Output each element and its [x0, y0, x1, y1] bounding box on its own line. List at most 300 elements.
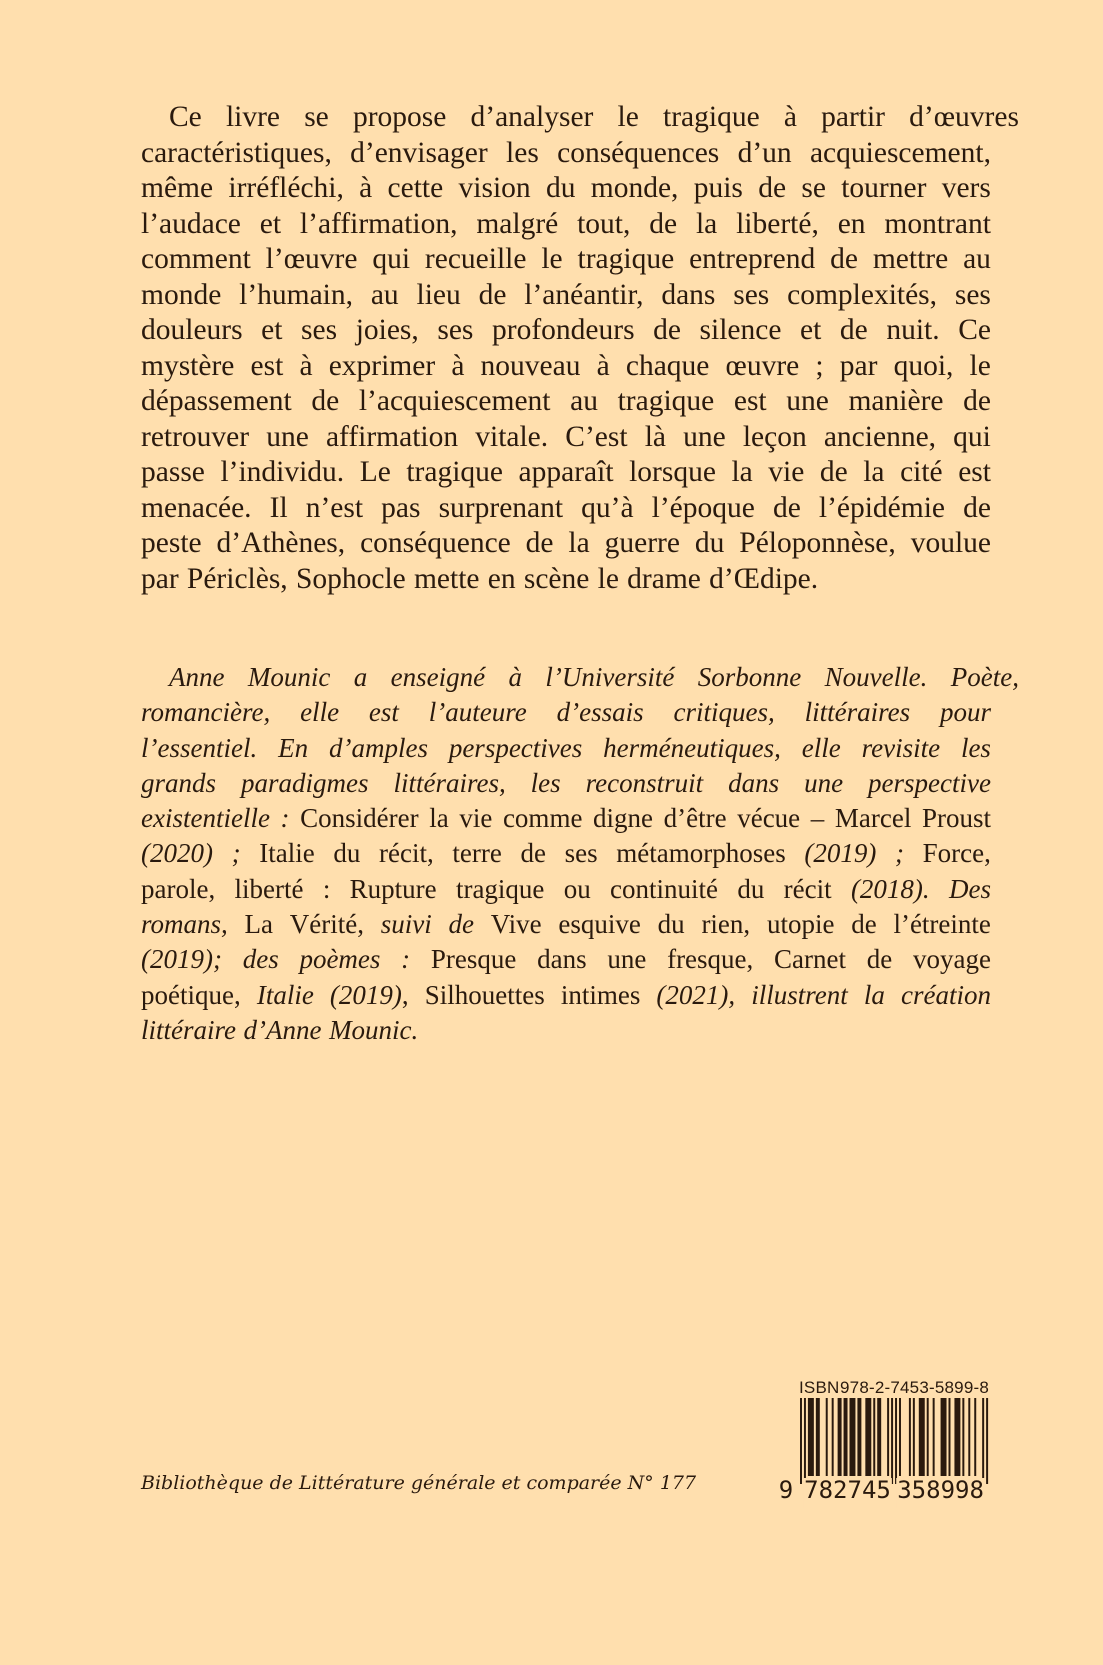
word: est	[733, 385, 767, 417]
word: quoi,	[893, 349, 954, 382]
word: terre	[452, 838, 502, 869]
word: liberté	[234, 873, 304, 904]
word: mette	[413, 562, 480, 595]
word: liberté,	[736, 207, 819, 240]
word: (2019)	[804, 838, 877, 869]
word: poèmes	[299, 944, 381, 975]
text-line	[141, 136, 991, 172]
word: l’époque	[651, 491, 755, 524]
text-line	[141, 491, 991, 527]
word: en	[837, 207, 866, 240]
word: Rupture	[349, 873, 437, 904]
word: ses	[733, 278, 770, 311]
word: joies,	[355, 314, 419, 346]
barcode-bar	[962, 1398, 964, 1476]
word: une	[786, 385, 829, 417]
word: même	[141, 172, 214, 204]
word: revisite	[861, 732, 941, 763]
word: là	[644, 420, 666, 453]
word: apparaît	[518, 456, 614, 488]
barcode-bar	[844, 1398, 848, 1476]
author-bio	[141, 660, 1019, 1048]
barcode-bar	[954, 1398, 960, 1476]
word: recueille	[424, 243, 527, 275]
word: conséquence	[360, 527, 511, 559]
word: dans	[661, 278, 716, 311]
word: comment	[141, 243, 251, 275]
word: complexités,	[787, 278, 938, 311]
word: Il	[269, 491, 288, 524]
barcode-bar	[927, 1398, 929, 1476]
word: perspectives	[448, 732, 583, 763]
word: le	[617, 101, 639, 133]
text-line	[141, 171, 991, 207]
word: les	[506, 136, 539, 169]
word: Mounic.	[329, 1014, 419, 1045]
barcode	[760, 1398, 1000, 1508]
isbn-label	[799, 1378, 989, 1398]
word: l’œuvre	[265, 243, 358, 275]
word: du	[694, 527, 725, 559]
word: leçon	[742, 420, 807, 453]
word: des	[242, 944, 279, 975]
word: manière	[848, 385, 944, 417]
word: comme	[502, 803, 583, 834]
word: de	[772, 491, 801, 524]
word: Considérer	[300, 803, 419, 834]
text-line	[141, 766, 991, 801]
word: et	[259, 207, 282, 240]
word: de	[963, 385, 991, 417]
barcode-guard-bar	[982, 1398, 984, 1484]
word: ancienne,	[823, 420, 937, 453]
word: vie	[459, 803, 493, 834]
word: –	[810, 803, 825, 834]
word: enseigné	[390, 662, 486, 692]
word: d’œuvres	[909, 101, 1019, 133]
word: Carnet	[774, 944, 847, 975]
word: elle	[300, 697, 340, 728]
word: puis	[693, 172, 743, 204]
word: et	[261, 314, 283, 346]
word: la	[568, 527, 590, 559]
word: ;	[894, 838, 904, 869]
word: rien,	[701, 909, 751, 940]
word: lorsque	[629, 456, 716, 488]
word: Poète,	[950, 662, 1019, 692]
ean13-barcode	[760, 1398, 1000, 1508]
word: tragique	[663, 101, 760, 133]
word: l’audace	[141, 207, 241, 240]
word: lieu	[416, 278, 461, 311]
word: dépassement	[141, 385, 292, 417]
barcode-left-digits: 782745	[804, 1476, 891, 1504]
word: qu’à	[581, 491, 634, 524]
book-blurb	[141, 100, 1019, 597]
word: perspective	[868, 767, 991, 798]
word: poétique,	[141, 979, 241, 1010]
word: de	[839, 314, 868, 346]
word: d’amples	[328, 732, 428, 763]
word: les	[960, 732, 991, 763]
word: mystère	[141, 349, 235, 382]
word: ;	[231, 838, 241, 869]
word: de	[311, 385, 340, 417]
text-line	[141, 942, 991, 977]
word: voulue	[910, 527, 991, 559]
text-line	[141, 660, 1019, 695]
word: voyage	[912, 944, 991, 975]
word: dans	[728, 767, 780, 798]
word: guerre	[604, 527, 680, 559]
word: continuité	[610, 873, 719, 904]
word: est	[958, 456, 991, 488]
word: (2019);	[141, 944, 222, 975]
word: et	[800, 314, 822, 346]
word: tragique	[455, 873, 545, 904]
word: esquive	[558, 909, 641, 940]
word: d’être	[663, 803, 727, 834]
text-line	[141, 731, 991, 766]
word: vie	[768, 456, 805, 488]
word: d’Œdipe.	[709, 562, 819, 595]
word: ses	[437, 314, 474, 346]
text-line	[141, 562, 991, 598]
word: pas	[381, 491, 421, 524]
word: Marcel	[834, 803, 912, 834]
word: la	[695, 207, 718, 240]
word: menacée.	[141, 491, 252, 524]
word: l’essentiel.	[141, 732, 258, 763]
word: montrant	[884, 207, 991, 240]
word: Sorbonne	[697, 662, 802, 692]
word: tout,	[577, 207, 631, 240]
word: d’analyser	[470, 101, 594, 133]
barcode-bar	[850, 1398, 856, 1476]
word: une	[683, 420, 726, 453]
barcode-bar	[877, 1398, 881, 1476]
word: propose	[352, 101, 447, 133]
barcode-bar	[968, 1398, 970, 1476]
word: Vérité,	[289, 909, 364, 940]
word: En	[278, 732, 309, 763]
word: de	[649, 207, 678, 240]
word: caractéristiques,	[141, 136, 332, 169]
word: scène	[523, 562, 590, 595]
word: métamorphoses	[616, 838, 786, 869]
word: une	[804, 767, 844, 798]
barcode-bar	[941, 1398, 947, 1476]
word: se	[304, 101, 329, 133]
barcode-guard-bar	[800, 1398, 802, 1484]
word: au	[370, 278, 399, 311]
isbn-prefix: ISBN	[799, 1378, 840, 1397]
word: paradigmes	[240, 767, 369, 798]
word: vécue	[737, 803, 801, 834]
word: l’anéantir,	[524, 278, 644, 311]
word: n’est	[305, 491, 364, 524]
word: littéraires,	[393, 767, 506, 798]
word: en	[487, 562, 516, 595]
barcode-bar	[838, 1398, 842, 1476]
word: la	[429, 803, 449, 834]
word: l’individu.	[220, 456, 345, 488]
word: la	[863, 979, 885, 1010]
word: à	[596, 349, 610, 382]
word: existentielle	[141, 803, 270, 834]
word: (2021),	[656, 979, 736, 1010]
isbn-number: 978-2-7453-5899-8	[840, 1378, 989, 1397]
barcode-bar	[949, 1398, 951, 1476]
word: d’un	[737, 136, 792, 169]
word: du	[657, 909, 685, 940]
barcode-bar	[909, 1398, 911, 1476]
word: irréfléchi,	[228, 172, 344, 204]
word: littéraire	[141, 1014, 236, 1045]
word: tragique	[406, 456, 504, 488]
word: Ce	[958, 314, 991, 346]
word: le	[541, 243, 563, 275]
word: à	[299, 349, 313, 382]
word: :	[280, 803, 290, 834]
word: Presque	[430, 944, 517, 975]
word: profondeurs	[492, 314, 635, 346]
text-line	[141, 1013, 991, 1048]
word: l’épidémie	[818, 491, 946, 524]
word: le	[597, 562, 619, 595]
text-line	[141, 207, 991, 243]
word: parole,	[141, 873, 216, 904]
word: peste	[141, 527, 202, 559]
barcode-bar	[826, 1398, 828, 1476]
text-line	[141, 455, 991, 491]
word: la	[731, 456, 753, 488]
barcode-guard-bar	[804, 1398, 806, 1484]
barcode-guard-bar	[986, 1398, 988, 1484]
word: mettre	[872, 243, 949, 275]
word: vitale.	[475, 420, 549, 453]
word: d’Anne	[243, 1014, 322, 1045]
text-line	[141, 242, 991, 278]
word: de	[866, 944, 893, 975]
word: suivi	[380, 909, 432, 940]
barcode-bar	[974, 1398, 976, 1476]
word: Nouvelle.	[824, 662, 928, 692]
word: livre	[225, 101, 281, 133]
word: de	[830, 243, 858, 275]
word: C’est	[565, 420, 628, 453]
barcode-bar	[899, 1398, 901, 1476]
word: l’étreinte	[893, 909, 991, 940]
barcode-bar	[808, 1398, 814, 1476]
word: récit,	[379, 838, 434, 869]
word: nuit.	[886, 314, 940, 346]
word: (2018).	[850, 873, 930, 904]
word: (2020)	[141, 838, 213, 869]
word: :	[322, 873, 331, 904]
barcode-right-digits: 358998	[897, 1476, 984, 1504]
barcode-bar	[857, 1398, 861, 1476]
word: une	[607, 944, 647, 975]
word: nouveau	[480, 349, 581, 382]
word: l’humain,	[239, 278, 354, 311]
word: monde,	[590, 172, 679, 204]
word: romancière,	[141, 697, 271, 728]
word: de	[653, 314, 681, 346]
word: de	[819, 456, 848, 488]
word: entreprend	[689, 243, 816, 275]
word: ou	[563, 873, 591, 904]
word: affirmation	[325, 420, 459, 453]
word: :	[401, 944, 411, 975]
word: de	[520, 838, 546, 869]
text-line	[141, 695, 991, 730]
text-line	[141, 420, 991, 456]
word: ses	[301, 314, 338, 346]
word: romans,	[141, 909, 228, 940]
word: à	[359, 172, 373, 204]
word: de	[758, 172, 787, 204]
word: se	[801, 172, 826, 204]
word: fresque,	[667, 944, 754, 975]
word: d’essais	[556, 697, 644, 728]
word: acquiescement,	[809, 136, 991, 169]
word: partir	[821, 101, 885, 133]
word: Ce	[169, 101, 202, 133]
word: de	[478, 278, 507, 311]
text-line	[141, 100, 1019, 136]
text-line	[141, 801, 991, 836]
word: d’envisager	[350, 136, 488, 169]
word: pour	[939, 697, 991, 728]
word: herméneutiques,	[603, 732, 781, 763]
word: La	[244, 909, 274, 940]
word: œuvre	[725, 349, 800, 382]
text-line	[141, 526, 991, 562]
text-line	[141, 872, 991, 907]
word: Silhouettes	[424, 979, 545, 1010]
barcode-bar	[919, 1398, 925, 1476]
word: à	[783, 101, 797, 133]
word: qui	[372, 243, 411, 275]
text-line	[141, 313, 991, 349]
word: de	[851, 909, 877, 940]
barcode-bar	[913, 1398, 915, 1476]
word: par	[141, 562, 179, 595]
word: l’auteure	[428, 697, 527, 728]
word: à	[451, 349, 465, 382]
word: une	[266, 420, 309, 453]
word: reconstruit	[585, 767, 704, 798]
barcode-bar	[832, 1398, 834, 1476]
word: Le	[359, 456, 391, 488]
word: ses	[954, 278, 991, 311]
word: Italie	[259, 838, 315, 869]
word: l’affirmation,	[299, 207, 458, 240]
word: l’acquiescement	[358, 385, 551, 417]
word: vers	[941, 172, 991, 204]
word: silence	[699, 314, 782, 346]
word: d’Athènes,	[216, 527, 346, 559]
word: Anne	[169, 662, 225, 692]
text-line	[141, 836, 991, 871]
word: Vive	[490, 909, 542, 940]
word: de	[963, 491, 991, 524]
word: tourner	[841, 172, 927, 204]
word: du	[333, 838, 361, 869]
word: au	[570, 385, 598, 417]
barcode-guard-bar	[891, 1398, 893, 1484]
word: Proust	[921, 803, 991, 834]
word: critiques,	[673, 697, 775, 728]
word: douleurs	[141, 314, 243, 346]
word: grands	[141, 767, 217, 798]
word: chaque	[625, 349, 710, 382]
word: conséquences	[557, 136, 720, 169]
word: monde	[141, 278, 222, 311]
word: Italie	[256, 979, 314, 1010]
word: malgré	[476, 207, 559, 240]
word: à	[508, 662, 522, 692]
word: littéraires	[804, 697, 911, 728]
series-label: Bibliothèque de Littérature générale et comparée N° 177	[141, 1472, 697, 1494]
word: vision	[458, 172, 531, 204]
word: les	[530, 767, 561, 798]
word: (2019),	[329, 979, 409, 1010]
word: exprimer	[328, 349, 436, 382]
text-line	[141, 278, 991, 314]
word: la	[863, 456, 885, 488]
barcode-guard-bar	[895, 1398, 897, 1484]
word: a	[353, 662, 368, 692]
text-line	[141, 384, 991, 420]
barcode-bar	[816, 1398, 820, 1476]
barcode-bar	[887, 1398, 889, 1476]
barcode-bar	[933, 1398, 935, 1476]
word: par	[839, 349, 878, 382]
word: du	[737, 873, 765, 904]
word: cette	[387, 172, 444, 204]
text-line	[141, 978, 991, 1013]
word: tragique	[577, 243, 675, 275]
word: ses	[564, 838, 598, 869]
word: le	[969, 349, 991, 382]
word: qui	[953, 420, 991, 453]
word: Mounic	[247, 662, 331, 692]
word: est	[368, 697, 399, 728]
word: elle	[801, 732, 841, 763]
word: ;	[815, 349, 824, 382]
word: Des	[948, 873, 991, 904]
word: utopie	[766, 909, 835, 940]
word: digne	[593, 803, 654, 834]
word: passe	[141, 456, 205, 488]
word: est	[250, 349, 284, 382]
word: du	[545, 172, 576, 204]
barcode-first-digit: 9	[778, 1476, 794, 1504]
word: illustrent	[751, 979, 848, 1010]
word: Périclès,	[186, 562, 288, 595]
word: tragique	[617, 385, 715, 417]
word: retrouver	[141, 420, 250, 453]
word: surprenant	[438, 491, 564, 524]
word: l’Université	[545, 662, 675, 692]
word: dans	[537, 944, 587, 975]
text-line	[141, 907, 991, 942]
word: Force,	[922, 838, 991, 869]
barcode-bar	[873, 1398, 875, 1476]
word: création	[900, 979, 991, 1010]
